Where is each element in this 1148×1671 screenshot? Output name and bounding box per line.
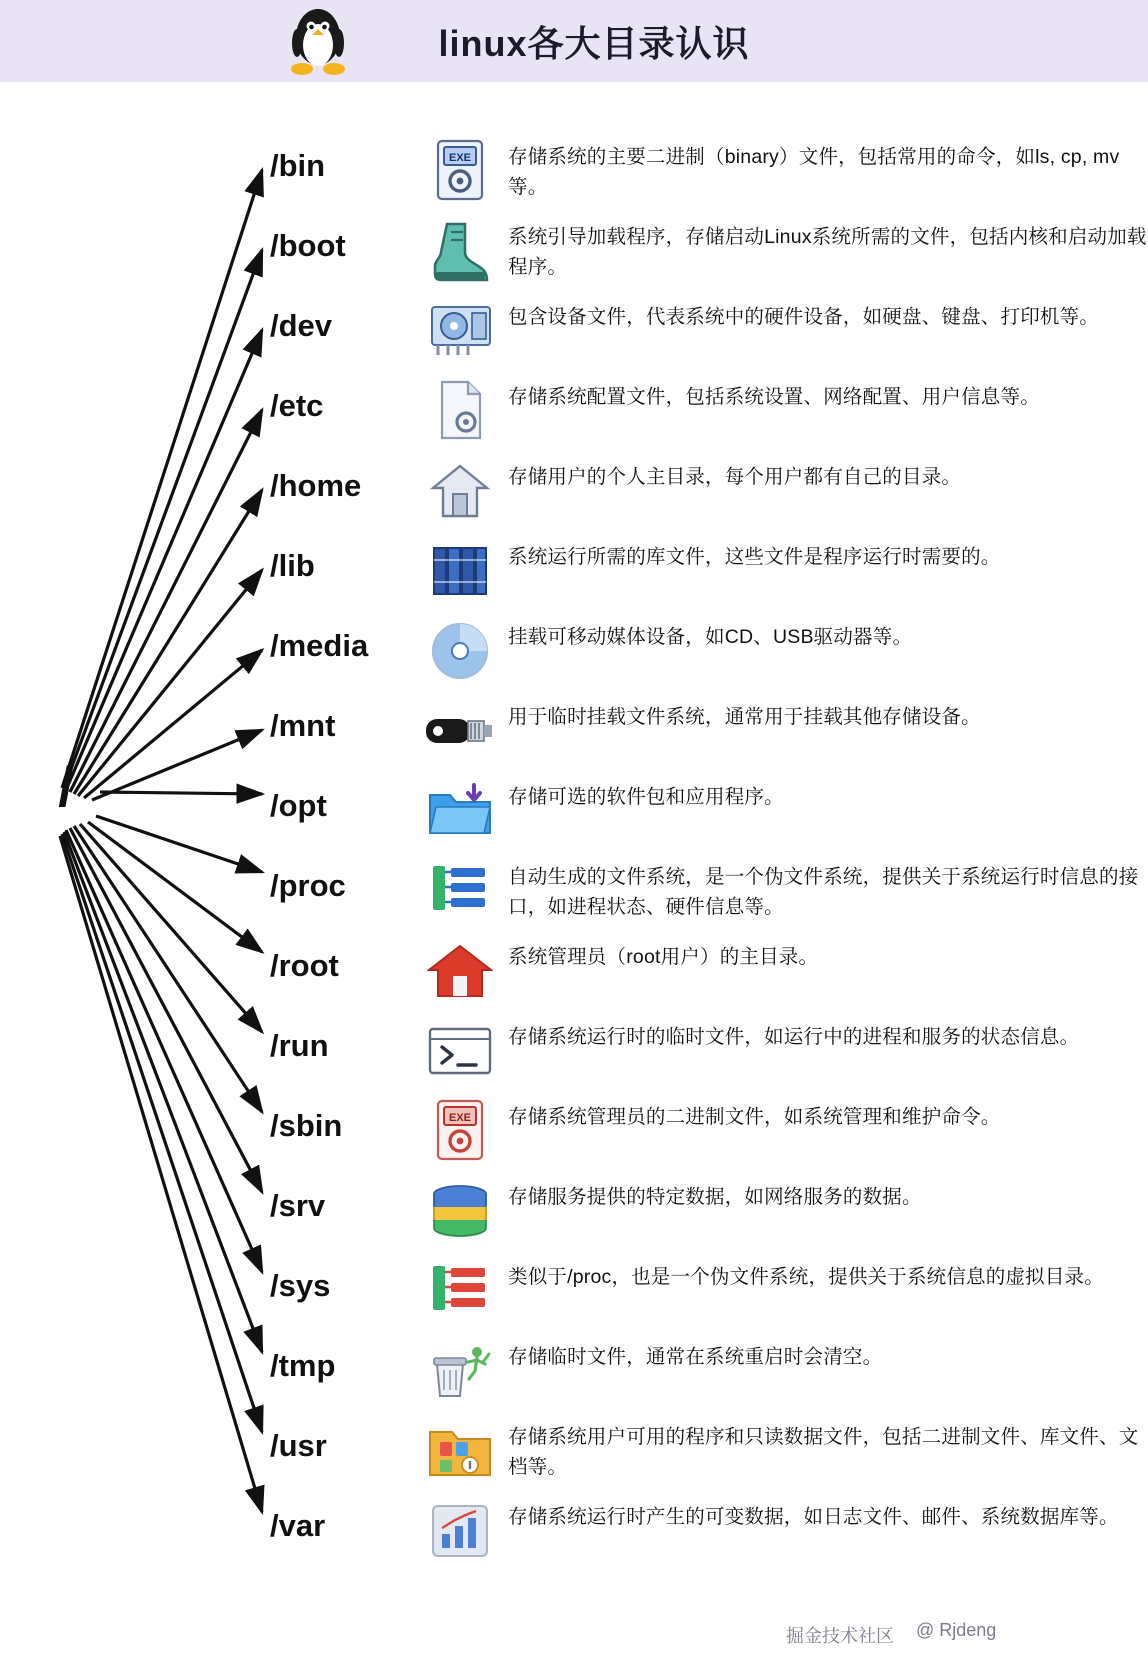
row-root [270,934,1148,1018]
row-etc [270,374,1148,458]
path-label-lib: /lib [270,548,315,583]
desc-var: 存储系统运行时产生的可变数据，如日志文件、邮件、系统数据库等。 [508,1506,1119,1528]
chart-data-icon [418,1494,502,1568]
desc-tmp: 存储临时文件，通常在系统重启时会清空。 [508,1346,883,1368]
path-label-dev: /dev [270,308,333,343]
row-sys [270,1254,1148,1338]
cd-disc-icon [418,614,502,688]
desc-srv: 存储服务提供的特定数据，如网络服务的数据。 [508,1186,922,1208]
watermark-author: @ Rjdeng [916,1620,997,1640]
row-mnt [270,694,1148,778]
path-label-opt: /opt [270,788,327,823]
row-lib [270,534,1148,618]
path-label-usr: /usr [270,1428,327,1463]
row-sbin [270,1094,1148,1178]
svg-text:EXE: EXE [448,1112,472,1124]
row-opt [270,774,1148,858]
row-srv [270,1174,1148,1258]
directory-tree-diagram [0,82,1148,1671]
path-label-root: /root [270,948,339,983]
path-label-sbin: /sbin [270,1108,343,1143]
device-card-icon [418,294,502,368]
desc-boot: 系统引导加载程序，存储启动Linux系统所需的文件，包括内核和启动加载程序。 [508,226,1147,278]
page-header [0,0,1148,82]
exe-binary-file-icon [418,134,502,208]
tree-structure-icon [418,854,502,928]
desc-mnt: 用于临时挂载文件系统，通常用于挂载其他存储设备。 [508,706,981,728]
tree-structure-icon [418,1254,502,1328]
desc-usr: 存储系统用户可用的程序和只读数据文件，包括二进制文件、库文件、文档等。 [508,1426,1139,1478]
row-boot [270,214,1148,298]
row-var [270,1494,1148,1578]
row-home [270,454,1148,538]
database-stack-icon [418,1174,502,1248]
path-label-media: /media [270,628,369,663]
linux-penguin-icon [282,3,354,79]
books-library-icon [418,534,502,608]
watermark-site: 掘金技术社区 [786,1626,894,1646]
svg-text:EXE: EXE [448,152,472,164]
path-label-proc: /proc [270,868,346,903]
desc-run: 存储系统运行时的临时文件，如运行中的进程和服务的状态信息。 [508,1026,1080,1048]
desc-sbin: 存储系统管理员的二进制文件，如系统管理和维护命令。 [508,1106,1001,1128]
desc-proc: 自动生成的文件系统，是一个伪文件系统，提供关于系统运行时信息的接口，如进程状态、硬件信息等。 [508,866,1139,918]
config-file-gear-icon [418,374,502,448]
terminal-icon [418,1014,502,1088]
page-title: linux各大目录认识 [438,22,750,64]
path-label-etc: /etc [270,388,324,423]
path-label-srv: /srv [270,1188,326,1223]
boot-shoe-icon [418,214,502,288]
house-icon [418,454,502,528]
red-house-icon [418,934,502,1008]
desc-media: 挂载可移动媒体设备，如CD、USB驱动器等。 [508,626,913,648]
desc-opt: 存储可选的软件包和应用程序。 [508,786,784,808]
trash-bin-icon [418,1334,502,1408]
path-label-home: /home [270,468,362,503]
path-label-run: /run [270,1028,329,1063]
path-label-tmp: /tmp [270,1348,336,1383]
folder-download-icon [418,774,502,848]
path-label-sys: /sys [270,1268,331,1303]
path-label-mnt: /mnt [270,708,336,743]
row-proc [270,854,1148,938]
row-usr [270,1414,1148,1498]
desc-lib: 系统运行所需的库文件，这些文件是程序运行时需要的。 [508,546,1001,568]
row-bin [270,134,1148,218]
desc-sys: 类似于/proc，也是一个伪文件系统，提供关于系统信息的虚拟目录。 [508,1266,1104,1288]
path-label-var: /var [270,1508,326,1543]
desc-dev: 包含设备文件，代表系统中的硬件设备，如硬盘、键盘、打印机等。 [508,306,1100,328]
programs-folder-icon [418,1414,502,1488]
path-label-bin: /bin [270,148,326,183]
path-label-boot: /boot [270,228,346,263]
row-tmp [270,1334,1148,1418]
root-directory-node: / [58,755,74,818]
row-run [270,1014,1148,1098]
desc-home: 存储用户的个人主目录，每个用户都有自己的目录。 [508,466,962,488]
exe-admin-binary-icon [418,1094,502,1168]
desc-etc: 存储系统配置文件，包括系统设置、网络配置、用户信息等。 [508,386,1040,408]
desc-root: 系统管理员（root用户）的主目录。 [508,946,819,968]
desc-bin: 存储系统的主要二进制（binary）文件，包括常用的命令，如ls, cp, mv等。 [508,146,1120,198]
usb-drive-icon [418,694,502,768]
row-media [270,614,1148,698]
row-dev [270,294,1148,378]
